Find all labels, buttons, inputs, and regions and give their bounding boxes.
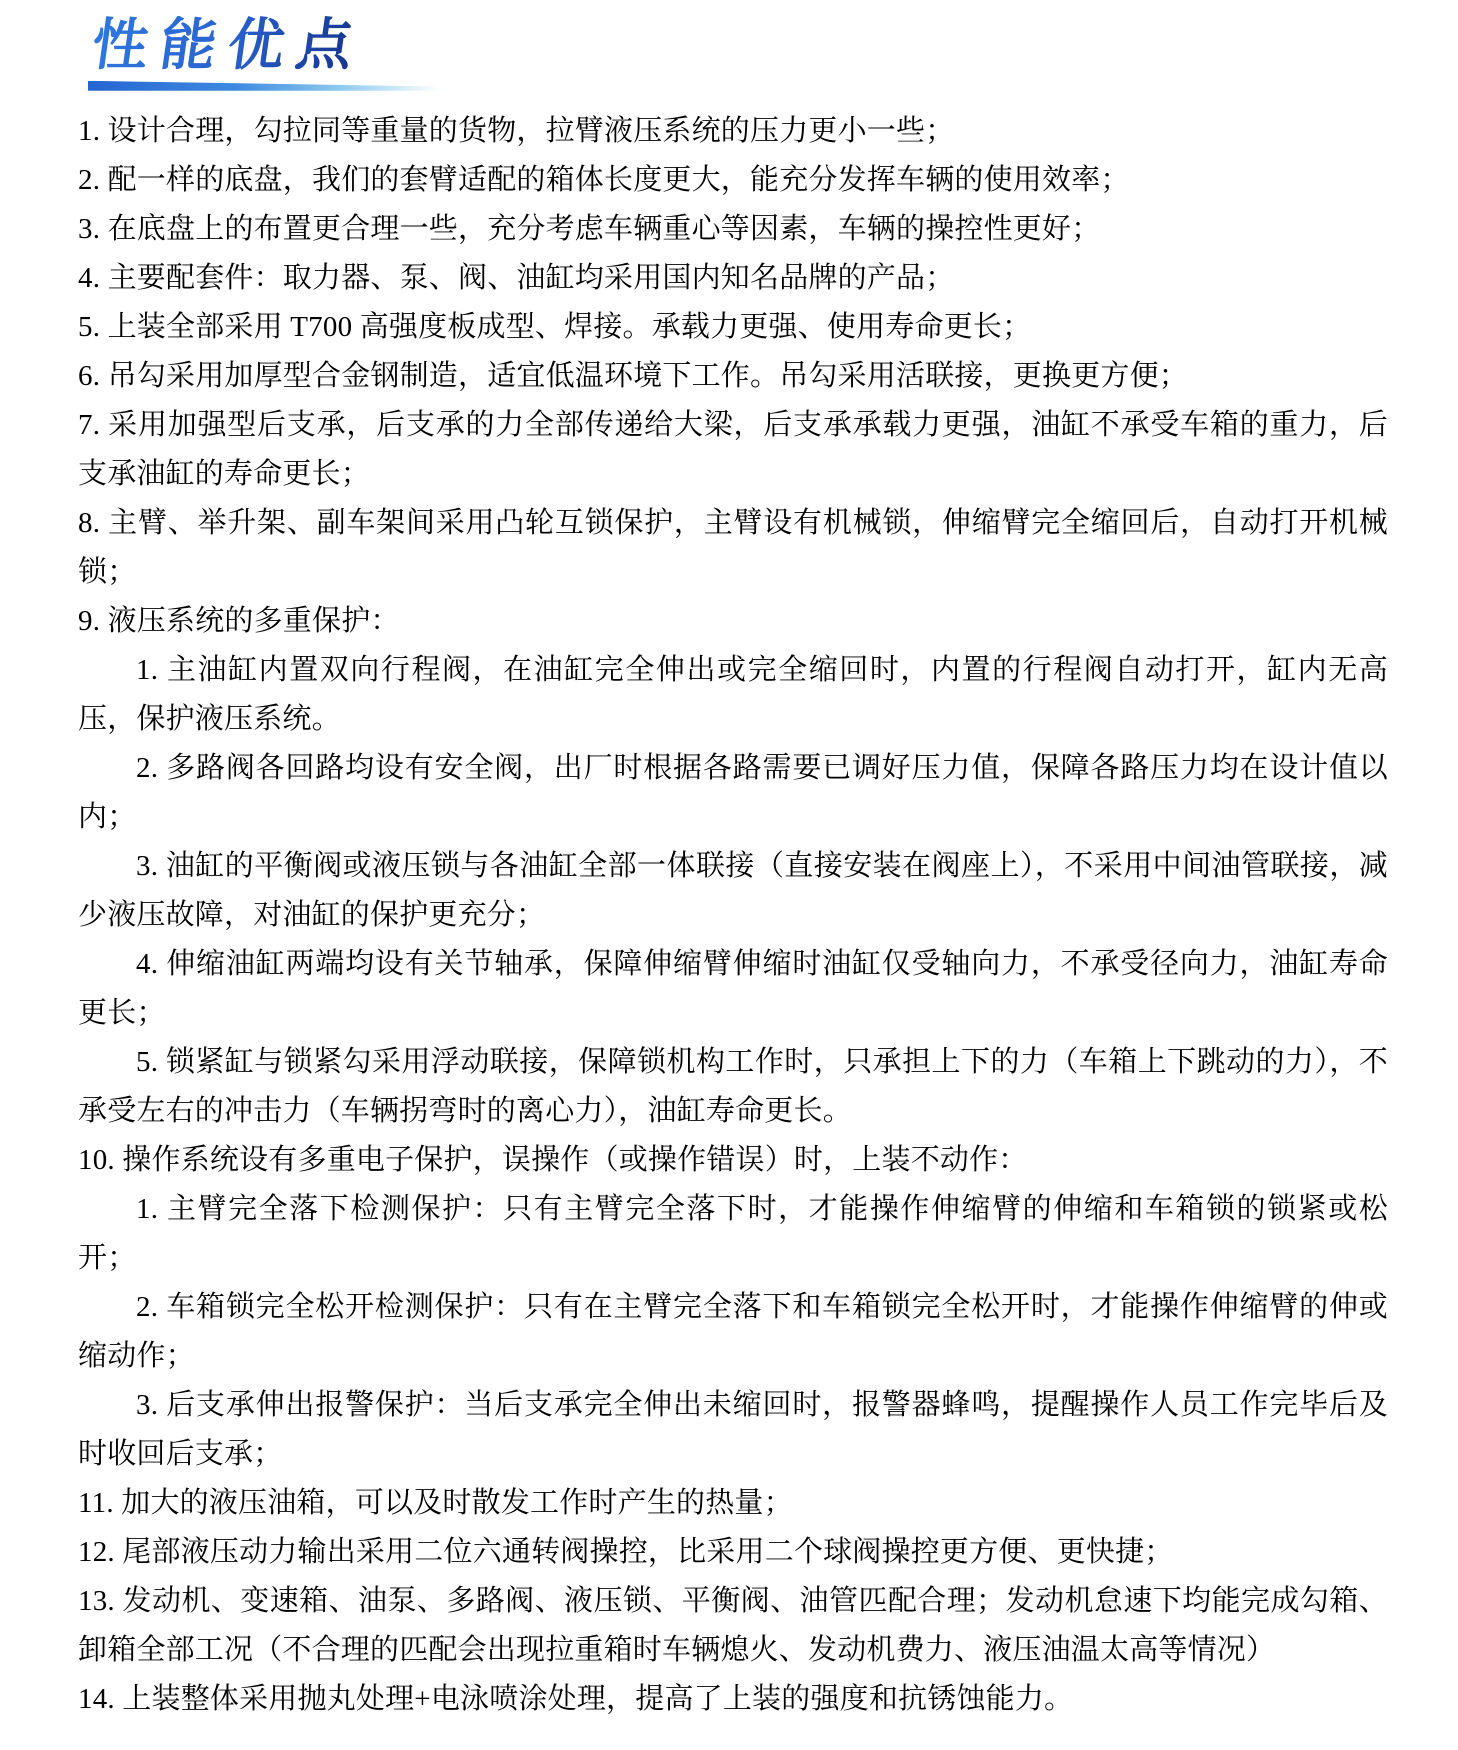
list-item: 3. 油缸的平衡阀或液压锁与各油缸全部一体联接（直接安装在阀座上），不采用中间油管联接，减少液压故障，对油缸的保护更充分； — [78, 849, 1388, 931]
list-item: 2. 多路阀各回路均设有安全阀，出厂时根据各路需要已调好压力值，保障各路压力均在设计值以内； — [78, 751, 1388, 833]
page-title: 性能优点 — [86, 16, 375, 77]
list-item: 1. 主油缸内置双向行程阀，在油缸完全伸出或完全缩回时，内置的行程阀自动打开，缸内无高压，保护液压系统。 — [78, 653, 1388, 735]
list-item: 13. 发动机、变速箱、油泵、多路阀、液压锁、平衡阀、油管匹配合理；发动机怠速下均能完成勾箱、卸箱全部工况（不合理的匹配会出现拉重箱时车辆熄火、发动机费力、液压油温太高等情况） — [78, 1584, 1388, 1666]
list-item: 4. 伸缩油缸两端均设有关节轴承，保障伸缩臂伸缩时油缸仅受轴向力，不承受径向力，油缸寿命更长； — [78, 947, 1388, 1029]
list-item: 2. 车箱锁完全松开检测保护：只有在主臂完全落下和车箱锁完全松开时，才能操作伸缩臂的伸或缩动作； — [78, 1290, 1388, 1372]
list-item: 1. 主臂完全落下检测保护：只有主臂完全落下时，才能操作伸缩臂的伸缩和车箱锁的锁紧或松开； — [78, 1192, 1388, 1274]
title-underline-decoration — [88, 81, 440, 91]
list-item: 4. 主要配套件：取力器、泵、阀、油缸均采用国内知名品牌的产品； — [78, 261, 955, 294]
list-item: 7. 采用加强型后支承，后支承的力全部传递给大梁，后支承承载力更强，油缸不承受车箱的重力，后支承油缸的寿命更长； — [78, 408, 1388, 490]
list-item: 12. 尾部液压动力输出采用二位六通转阀操控，比采用二个球阀操控更方便、更快捷； — [78, 1535, 1174, 1568]
list-item: 1. 设计合理，勾拉同等重量的货物，拉臂液压系统的压力更小一些； — [78, 114, 955, 147]
list-item: 6. 吊勾采用加厚型合金钢制造，适宜低温环境下工作。吊勾采用活联接，更换更方便； — [78, 359, 1189, 392]
list-item: 9. 液压系统的多重保护： — [78, 604, 400, 637]
list-item: 11. 加大的液压油箱，可以及时散发工作时产生的热量； — [78, 1486, 793, 1519]
title-block — [86, 13, 1388, 91]
list-item: 14. 上装整体采用抛丸处理+电泳喷涂处理，提高了上装的强度和抗锈蚀能力。 — [78, 1682, 1074, 1715]
list-item: 8. 主臂、举升架、副车架间采用凸轮互锁保护，主臂设有机械锁，伸缩臂完全缩回后，自动打开机械锁； — [78, 506, 1388, 588]
list-item: 5. 锁紧缸与锁紧勾采用浮动联接，保障锁机构工作时，只承担上下的力（车箱上下跳动的力），不承受左右的冲击力（车辆拐弯时的离心力），油缸寿命更长。 — [78, 1045, 1388, 1127]
list-item: 3. 后支承伸出报警保护：当后支承完全伸出未缩回时，报警器蜂鸣，提醒操作人员工作完毕后及时收回后支承； — [78, 1388, 1388, 1470]
feature-list — [78, 107, 1388, 1724]
list-item: 10. 操作系统设有多重电子保护，误操作（或操作错误）时，上装不动作： — [78, 1143, 1028, 1176]
list-item: 2. 配一样的底盘，我们的套臂适配的箱体长度更大，能充分发挥车辆的使用效率； — [78, 163, 1130, 196]
list-item: 3. 在底盘上的布置更合理一些，充分考虑车辆重心等因素，车辆的操控性更好； — [78, 212, 1101, 245]
list-item: 5. 上装全部采用 T700 高强度板成型、焊接。承载力更强、使用寿命更长； — [78, 310, 1032, 343]
